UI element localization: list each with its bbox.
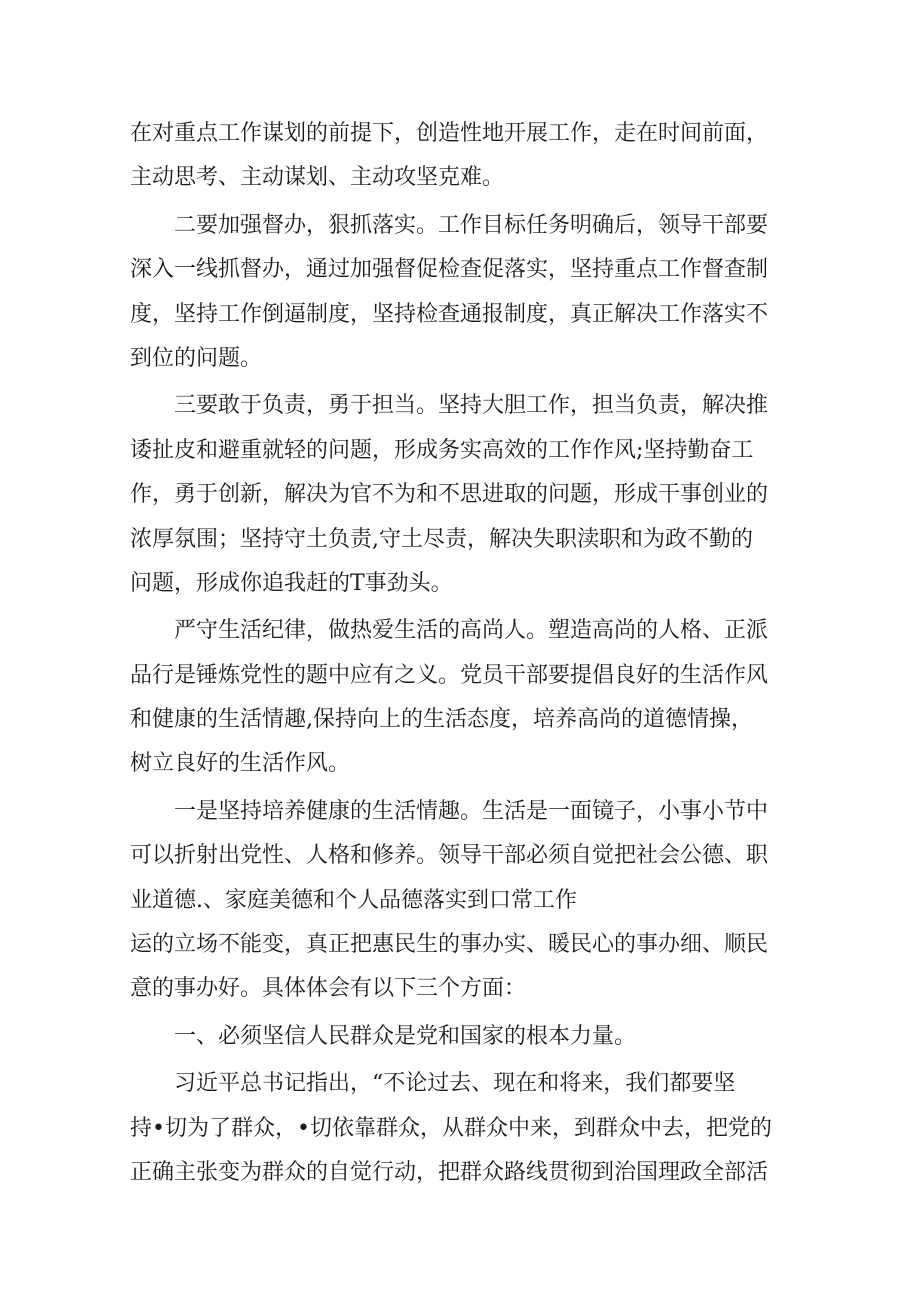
text-line: 问题，形成你追我赶的T事劲头。 [130, 570, 453, 596]
text-line: 作，勇于创新，解决为官不为和不思进取的问题，形成干事创业的 [130, 482, 769, 508]
paragraph-start-line: 严守生活纪律，做热爱生活的高尚人。塑造高尚的人格、正派 [174, 618, 769, 644]
text-line: 到位的问题。 [130, 345, 263, 371]
text-line: 业道德.、家庭美德和个人品德落实到口常工作 [130, 887, 577, 913]
text-line: 品行是锤炼党性的题中应有之义。党员干部要提倡良好的生活作风 [130, 662, 769, 688]
paragraph-start-line: 三要敢于负责，勇于担当。坚持大胆工作，担当负责，解决推 [174, 393, 769, 419]
paragraph-start-line: 习近平总书记指出，“不论过去、现在和将来，我们都要坚 [174, 1071, 736, 1097]
paragraph-start-line: 一是坚持培养健康的生活情趣。生活是一面镜子，小事小节中 [174, 798, 769, 824]
text-line: 深入一线抓督办，通过加强督促检查促落实，坚持重点工作督查制 [130, 257, 769, 283]
text-line: 在对重点工作谋划的前提下，创造性地开展工作，走在时间前面， [130, 121, 769, 146]
paragraph-start-line: 二要加强督办，狠抓落实。工作目标任务明确后，领导干部要 [174, 212, 769, 238]
text-line: 正确主张变为群众的自觉行动，把群众路线贯彻到治国理政全部活 [130, 1159, 769, 1185]
document-body [130, 112, 802, 1195]
text-line: 主动思考、主动谋划、主动攻坚克难。 [130, 165, 505, 191]
text-line: 树立良好的生活作风。 [130, 751, 351, 777]
text-line: 浓厚氛围；坚持守土负责,守土尽责，解决失职渎职和为政不勤的 [130, 526, 753, 552]
text-line: 和健康的生活情趣,保持向上的生活态度，培养高尚的道德情操， [130, 707, 753, 733]
section-heading: 一、必须坚信人民群众是党和国家的根本力量。 [174, 1023, 637, 1049]
text-line: 诿扯皮和避重就轻的问题，形成务实高效的工作作风;坚持勤奋工 [130, 437, 754, 463]
text-line: 可以折射出党性、人格和修养。领导干部必须自觉把社会公德、职 [130, 843, 769, 869]
text-line: 度，坚持工作倒逼制度，坚持检查通报制度，真正解决工作落实不 [130, 301, 769, 327]
text-line: 持•切为了群众，•切依靠群众，从群众中来，到群众中去，把党的 [130, 1115, 772, 1141]
text-line: 运的立场不能变，真正把惠民生的事办实、暖民心的事办细、顺民 [130, 932, 769, 958]
text-line: 意的事办好。具体体会有以下三个方面： [130, 976, 527, 1002]
